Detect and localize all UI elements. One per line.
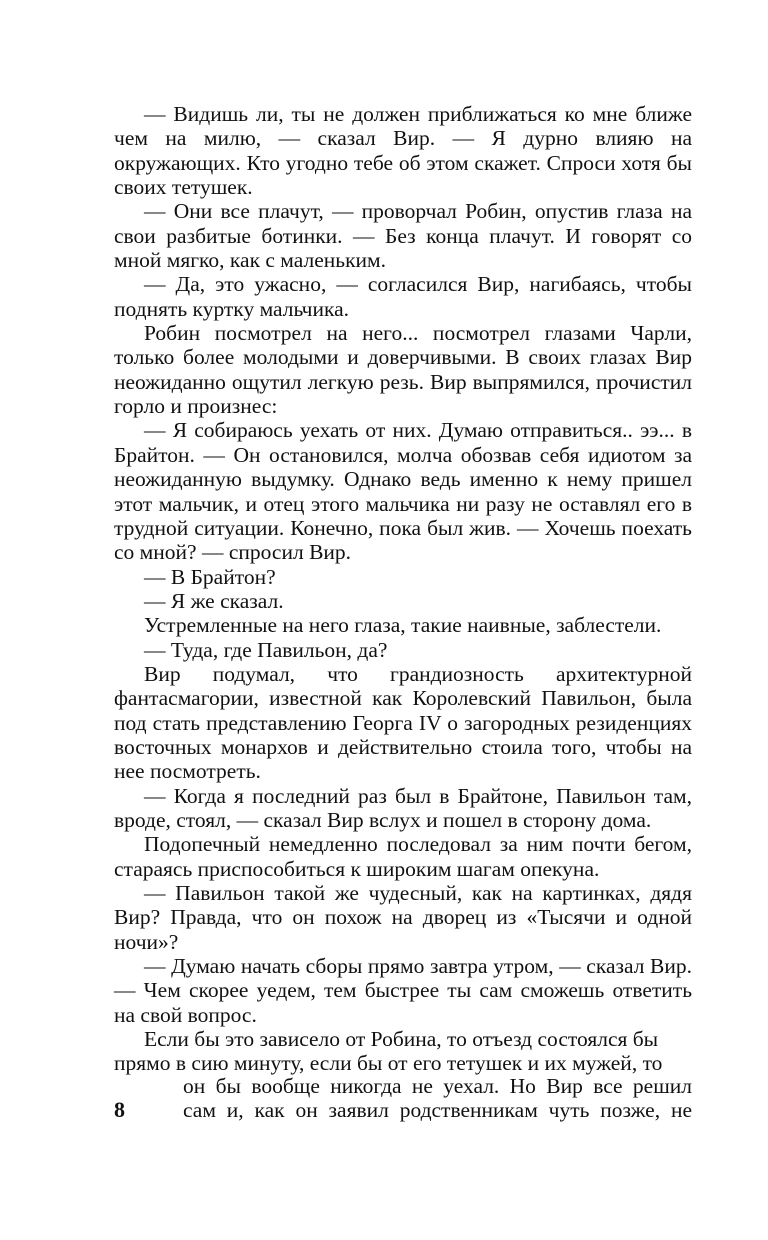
paragraph: — Павильон такой же чудесный, как на картинках, дядя Вир? Правда, что он похож на дворец из «Тысячи и одной ночи»? [114, 881, 692, 954]
text-line: он бы вообще никогда не уехал. Но Вир все решил [183, 1074, 692, 1098]
paragraph: Подопечный немедленно последовал за ним почти бегом, стараясь приспособиться к широким шагам опекуна. [114, 832, 692, 881]
continued-text [183, 1074, 692, 1123]
text-line: сам и, как он заявил родственникам чуть позже, не [183, 1098, 692, 1123]
paragraph: — В Брайтон? [144, 564, 276, 589]
paragraph: Вир подумал, что грандиозность архитектурной фантасмагории, известной как Королевский Павильон, была под стать представлению Георга IV о загородных резиденциях восточных монархов и действительно стоила того, чтобы на нее посмотреть. [114, 661, 692, 784]
paragraph: — Туда, где Павильон, да? [144, 637, 388, 662]
paragraph: — Они все плачут, — проворчал Робин, опустив глаза на свои разбитые ботинки. — Без конца плачут. И говорят со мной мягко, как с маленьким. [114, 199, 692, 273]
paragraph: — Когда я последний раз был в Брайтоне, Павильон там, вроде, стоял, — сказал Вир вслух и пошел в сторону дома. [114, 783, 692, 832]
paragraph: Робин посмотрел на него... посмотрел глазами Чарли, только более молодыми и доверчивыми. В своих глазах Вир неожиданно ощутил легкую резь. Вир выпрямился, прочистил горло и произнес: [114, 321, 692, 419]
paragraph: — Думаю начать сборы прямо завтра утром, — сказал Вир. — Чем скорее уедем, тем быстрее ты сам сможешь ответить на свой вопрос. [114, 954, 692, 1027]
paragraph: Если бы это зависело от Робина, то отъезд состоялся бы прямо в сию минуту, если бы от его тетушек и их мужей, то [114, 1027, 663, 1076]
paragraph: — Да, это ужасно, — согласился Вир, нагибаясь, чтобы поднять куртку мальчика. [114, 272, 692, 321]
paragraph: — Видишь ли, ты не должен приближаться ко мне ближе чем на милю, — сказал Вир. — Я дурно влияю на окружающих. Кто угодно тебе об этом скажет. Спроси хотя бы своих тетушек. [114, 102, 692, 200]
page-number: 8 [114, 1097, 125, 1122]
body-text [114, 102, 692, 1076]
paragraph: — Я собираюсь уехать от них. Думаю отправиться.. ээ... в Брайтон. — Он остановился, молча обозвав себя идиотом за неожиданную выдумку. Однако ведь именно к нему пришел этот мальчик, и отец этого мальчика ни разу не оставлял его в трудной ситуации. Конечно, пока был жив. — Хочешь поехать со мной? — спросил Вир. [114, 418, 692, 565]
paragraph: — Я же сказал. [144, 588, 284, 613]
paragraph: Устремленные на него глаза, такие наивные, заблестели. [144, 613, 662, 638]
